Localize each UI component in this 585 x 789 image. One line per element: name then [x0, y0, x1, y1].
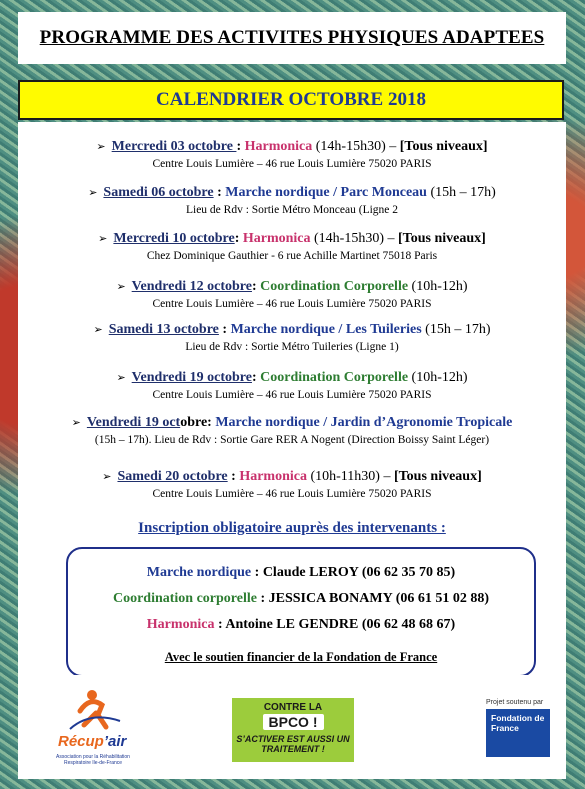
arrow-bullet-icon: ➢ — [98, 233, 108, 245]
arrow-bullet-icon: ➢ — [102, 471, 112, 483]
arrow-bullet-icon: ➢ — [116, 281, 126, 293]
event-location: Chez Dominique Gauthier - 6 rue Achille Martinet 75018 Paris — [146, 250, 438, 262]
event-time: (10h-12h) — [408, 370, 468, 385]
event-item — [18, 468, 566, 503]
event-date: Samedi 06 octobre — [103, 185, 214, 200]
event-separator: : — [207, 415, 216, 430]
event-date: Samedi 13 octobre — [108, 322, 219, 337]
event-activity: Marche nordique / Jardin d’Agronomie Tropicale — [215, 415, 513, 430]
event-level: [Tous niveaux] — [398, 231, 486, 246]
event-time: (10h-12h) — [408, 279, 468, 294]
event-activity: Harmonica — [239, 469, 307, 484]
contact-separator: : — [256, 591, 269, 606]
event-date: Vendredi 19 octobre — [131, 370, 252, 385]
arrow-bullet-icon: ➢ — [88, 187, 98, 199]
calendar-banner — [18, 80, 564, 120]
contacts-box — [66, 547, 536, 677]
runner-icon — [40, 681, 150, 736]
recup-air-tagline: Association pour la Réhabilitation Respiratoire Ile-de-France — [56, 754, 130, 766]
event-separator: : — [227, 469, 240, 484]
contact-activity: Harmonica — [146, 617, 215, 632]
event-activity: Marche nordique / Les Tuileries — [230, 322, 422, 337]
event-activity: Coordination Corporelle — [260, 370, 409, 385]
arrow-bullet-icon: ➢ — [71, 417, 81, 429]
event-date-rest: obre — [180, 415, 208, 430]
event-location: Lieu de Rdv : Sortie Métro Tuileries (Ligne 1) — [185, 341, 399, 353]
recup-air-wordmark: Récup’air — [58, 733, 127, 750]
recup-air-logo — [40, 681, 150, 771]
event-level: [Tous niveaux] — [399, 139, 488, 154]
contact-activity: Coordination corporelle — [112, 591, 257, 606]
event-item — [18, 138, 566, 173]
event-separator: : — [213, 185, 226, 200]
contact-person: Claude LEROY (06 62 35 70 85) — [262, 565, 456, 580]
event-item — [18, 230, 566, 265]
event-time: (15h – 17h) — [421, 322, 491, 337]
arrow-bullet-icon: ➢ — [96, 141, 106, 153]
bpco-logo: CONTRE LA BPCO ! S’ACTIVER EST AUSSI UN TRAITEMENT ! — [232, 698, 354, 762]
event-activity: Coordination Corporelle — [260, 279, 409, 294]
contact-row — [68, 591, 534, 607]
event-time: (14h-15h30) – — [310, 231, 399, 246]
contact-activity: Marche nordique — [146, 565, 252, 580]
event-item — [18, 369, 566, 404]
event-date: Vendredi 12 octobre — [131, 279, 252, 294]
event-item — [18, 278, 566, 313]
contact-row — [68, 565, 534, 581]
arrow-bullet-icon: ➢ — [93, 324, 103, 336]
event-activity: Harmonica — [242, 231, 311, 246]
contact-row — [68, 617, 534, 633]
event-item — [18, 414, 566, 449]
calendar-title: CALENDRIER OCTOBRE 2018 — [156, 89, 426, 110]
event-date: Mercredi 10 octobre — [113, 231, 235, 246]
inscription-heading: Inscription obligatoire auprès des intervenants : — [138, 520, 446, 536]
event-separator: : — [218, 322, 231, 337]
event-activity: Harmonica — [244, 139, 313, 154]
contact-person: JESSICA BONAMY (06 61 51 02 88) — [268, 591, 490, 606]
event-item — [18, 321, 566, 356]
event-time: (10h-11h30) – — [306, 469, 394, 484]
event-time: (14h-15h30) – — [312, 139, 400, 154]
event-separator: : — [234, 231, 243, 246]
event-time: (15h – 17h) — [426, 185, 496, 200]
contact-separator: : — [214, 617, 226, 632]
event-separator: : — [251, 279, 261, 294]
event-date: Samedi 20 octobre — [117, 469, 228, 484]
event-location: Centre Louis Lumière – 46 rue Louis Lumière 75020 PARIS — [152, 389, 432, 401]
event-date: Mercredi 03 octobre — [111, 139, 237, 154]
event-level: [Tous niveaux] — [393, 469, 482, 484]
event-separator: : — [251, 370, 261, 385]
event-location: Centre Louis Lumière – 46 rue Louis Lumière 75020 PARIS — [152, 488, 432, 500]
event-location: (15h – 17h). Lieu de Rdv : Sortie Gare RER A Nogent (Direction Boissy Saint Léger) — [94, 434, 490, 446]
arrow-bullet-icon: ➢ — [116, 372, 126, 384]
event-date: Vendredi 19 oct — [86, 415, 181, 430]
event-separator: : — [236, 139, 245, 154]
event-location: Centre Louis Lumière – 46 rue Louis Lumière 75020 PARIS — [152, 158, 432, 170]
event-item — [18, 184, 566, 219]
header-box — [18, 12, 566, 64]
fondation-de-france-logo: Projet soutenu par Fondation de France — [486, 699, 550, 767]
event-activity: Marche nordique / Parc Monceau — [225, 185, 427, 200]
contact-person: Antoine LE GENDRE (06 62 48 68 67) — [225, 617, 456, 632]
page-title: PROGRAMME DES ACTIVITES PHYSIQUES ADAPTEES — [39, 27, 545, 48]
contact-separator: : — [251, 565, 263, 580]
soutien-text: Avec le soutien financier de la Fondation de France — [164, 650, 438, 664]
event-location: Lieu de Rdv : Sortie Métro Monceau (Ligne 2 — [185, 204, 399, 216]
footer-logos — [18, 675, 566, 779]
event-location: Centre Louis Lumière – 46 rue Louis Lumière 75020 PARIS — [152, 298, 432, 310]
schedule-panel — [18, 122, 566, 675]
